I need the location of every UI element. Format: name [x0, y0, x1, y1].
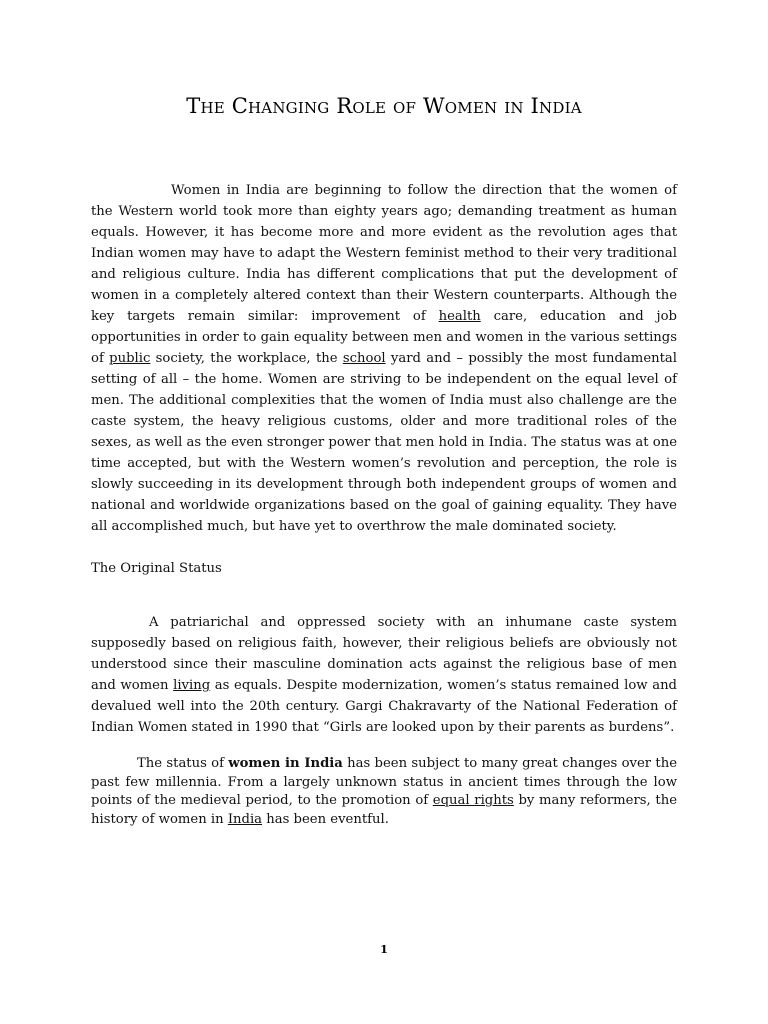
paragraph-text: has been eventful. [262, 811, 389, 827]
india-link[interactable]: India [227, 811, 263, 827]
paragraph-text: Women in India are beginning to follow the direction that the women of the Western world took more than eighty years ago; demanding treatment as human equals. However, it has become more and more evident as the revolution ages that Indian women may have to adapt the Western feminist method to their very traditional and religious culture. India has different complications that put the development of women in a completely altered context than their Western counterparts. Although the key targets remain similar: improvement of [91, 183, 677, 324]
original-status-paragraph [91, 612, 677, 738]
intro-paragraph [91, 180, 677, 537]
document-title: The Changing Role of Women in India [186, 94, 582, 118]
paragraph-text: society, the workplace, the [150, 351, 343, 366]
paragraph-text: A patriarichal and oppressed society with an inhumane caste system supposedly based on religious faith, however, their religious beliefs are obviously not understood since their masculine domination acts against the religious base of men and women [91, 615, 677, 693]
health-link[interactable]: health [438, 309, 481, 324]
history-paragraph [91, 755, 677, 829]
paragraph-text: yard and – possibly the most fundamental setting of all – the home. Women are striving to be independent on the equal level of men. The additional complexities that the women of India must also challenge are the caste system, the heavy religious customs, older and more traditional roles of the sexes, as well as the even stronger power that men hold in India. The status was at one time accepted, but with the Western women’s revolution and perception, the role is slowly succeeding in its development through both independent groups of women and national and worldwide organizations based on the goal of gaining equality. They have all accomplished much, but have yet to overthrow the male dominated society. [91, 351, 677, 534]
section-heading: The Original Status [91, 561, 222, 576]
paragraph-text: has been subject to many great changes over the past few millennia. From a largely unknown status in ancient times through the low points of the medieval period, to the promotion of [91, 756, 677, 808]
living-link[interactable]: living [173, 678, 211, 693]
paragraph-text: by many reformers, the history of women in [91, 793, 677, 827]
equal-rights-link[interactable]: equal rights [432, 793, 514, 808]
school-link[interactable]: school [342, 351, 386, 366]
paragraph-text: as equals. Despite modernization, women’s status remained low and devalued well into the 20th century. Gargi Chakravarty of the National Federation of Indian Women stated in 1990 that “Girls are looked upon by their parents as burdens”. [91, 678, 678, 735]
paragraph-text: care, education and job opportunities in order to gain equality between men and women in the various settings of [91, 309, 677, 366]
page-number: 1 [379, 942, 388, 956]
bold-phrase: women in India [228, 756, 343, 771]
paragraph-text: The status of [137, 756, 229, 771]
public-link[interactable]: public [109, 351, 151, 366]
